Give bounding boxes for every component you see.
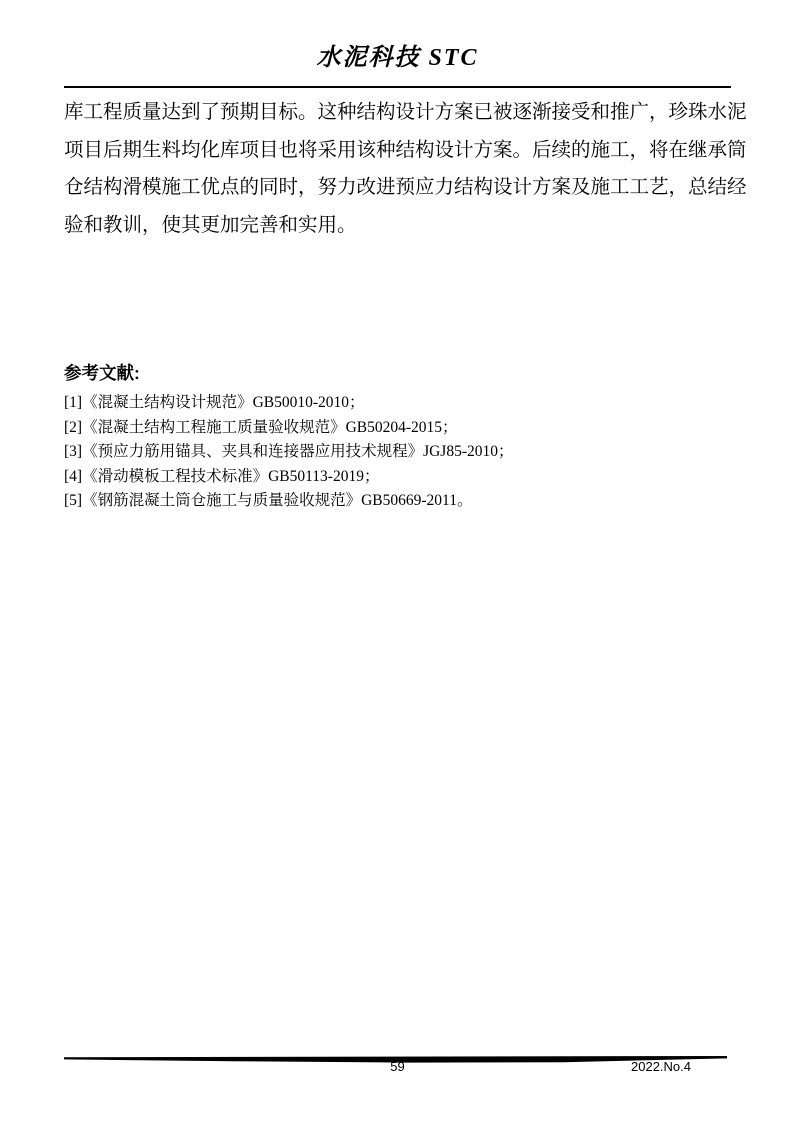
footer-rule (64, 1050, 727, 1057)
issue-label: 2022.No.4 (631, 1059, 691, 1074)
reference-item: [2]《混凝土结构工程施工质量验收规范》GB50204-2015； (64, 418, 458, 436)
references-section (64, 362, 731, 514)
paragraph-line: 仓结构滑模施工优点的同时，努力改进预应力结构设计方案及施工工艺，总结经 (64, 177, 747, 198)
paragraph-line: 库工程质量达到了预期目标。这种结构设计方案已被逐渐接受和推广，珍珠水泥 (64, 102, 747, 123)
paragraph-line: 项目后期生料均化库项目也将采用该种结构设计方案。后续的施工，将在继承筒 (64, 139, 747, 161)
reference-item: [4]《滑动模板工程技术标准》GB50113-2019； (64, 467, 380, 485)
reference-item: [5]《钢筋混凝土筒仓施工与质量验收规范》GB50669-2011。 (64, 492, 473, 509)
reference-item: [1]《混凝土结构设计规范》GB50010-2010； (64, 394, 365, 411)
journal-header (64, 44, 731, 72)
journal-title: 水泥科技 STC (316, 45, 479, 71)
paragraph-line: 验和教训，使其更加完善和实用。 (64, 214, 357, 236)
page-number: 59 (390, 1059, 405, 1074)
references-heading: 参考文献: (64, 363, 140, 383)
body-paragraph (64, 94, 747, 244)
reference-item: [3]《预应力筋用锚具、夹具和连接器应用技术规程》JGJ85-2010； (64, 443, 514, 460)
header-rule (64, 86, 731, 88)
